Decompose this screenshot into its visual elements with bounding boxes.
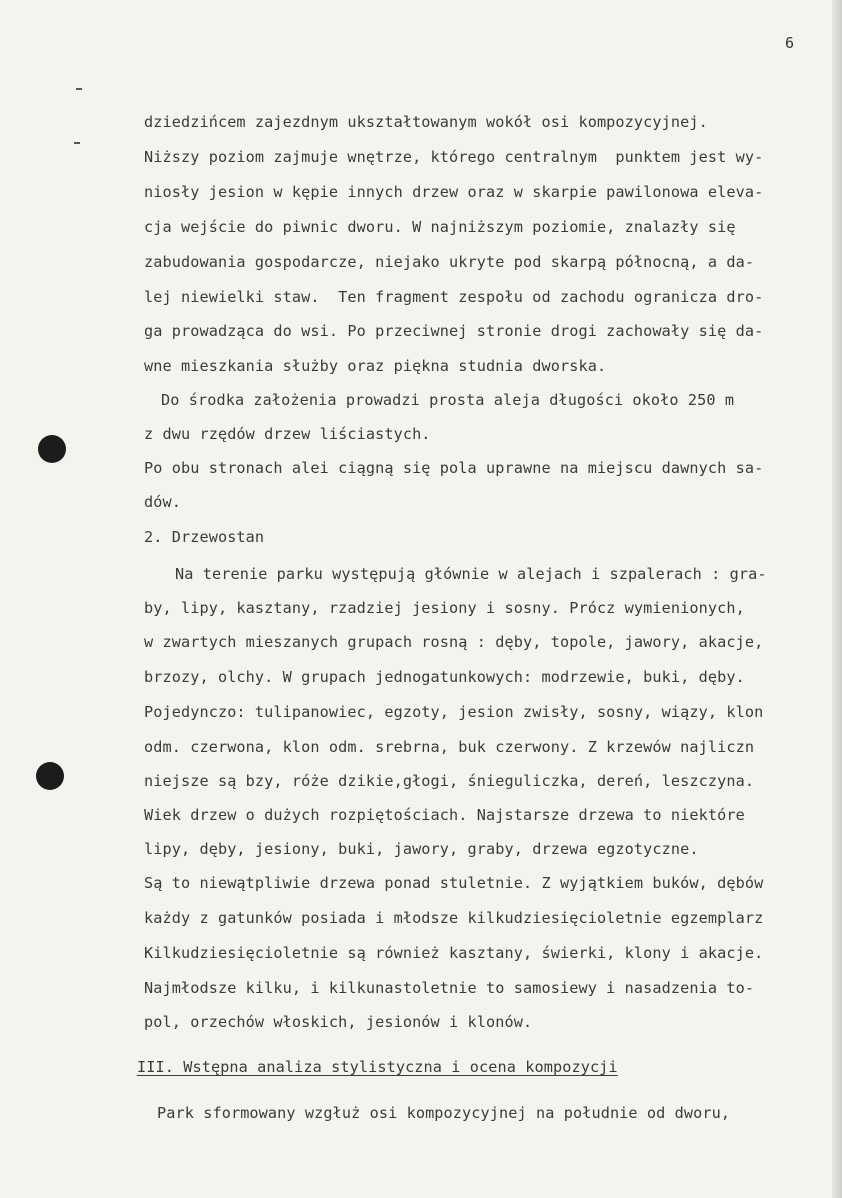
page-edge-shadow <box>832 0 842 1198</box>
text-line: cja wejście do piwnic dworu. W najniższym poziomie, znalazły się <box>144 218 736 236</box>
page-number: 6 <box>785 34 795 52</box>
text-line: niejsze są bzy, róże dzikie,głogi, śnieguliczka, dereń, leszczyna. <box>144 772 755 790</box>
text-line: każdy z gatunków posiada i młodsze kilkudziesięcioletnie egzemplarz <box>144 909 764 927</box>
text-line: Niższy poziom zajmuje wnętrze, którego centralnym punktem jest wy- <box>144 148 764 166</box>
text-line: zabudowania gospodarcze, niejako ukryte pod skarpą północną, a da- <box>144 253 755 271</box>
margin-tick-mark <box>76 88 82 90</box>
text-line: Są to niewątpliwie drzewa ponad stuletnie. Z wyjątkiem buków, dębów <box>144 874 764 892</box>
section-heading: 2. Drzewostan <box>144 528 265 546</box>
text-line: Park sformowany wzgłuż osi kompozycyjnej na południe od dworu, <box>157 1104 731 1122</box>
text-line: Kilkudziesięcioletnie są również kasztany, świerki, klony i akacje. <box>144 944 764 962</box>
text-line: Na terenie parku występują głównie w alejach i szpalerach : gra- <box>175 565 767 583</box>
text-line: dziedzińcem zajezdnym ukształtowanym wokół osi kompozycyjnej. <box>144 113 708 131</box>
text-line: by, lipy, kasztany, rzadziej jesiony i sosny. Prócz wymienionych, <box>144 599 745 617</box>
text-line: lipy, dęby, jesiony, buki, jawory, graby, drzewa egzotyczne. <box>144 840 699 858</box>
margin-tick-mark <box>74 142 80 144</box>
chapter-heading: III. Wstępna analiza stylistyczna i ocena kompozycji <box>137 1058 618 1076</box>
binder-punch-hole <box>38 435 66 463</box>
text-line: Pojedynczo: tulipanowiec, egzoty, jesion zwisły, sosny, wiązy, klon <box>144 703 764 721</box>
text-line: dów. <box>144 493 181 511</box>
text-line: niosły jesion w kępie innych drzew oraz w skarpie pawilonowa eleva- <box>144 183 764 201</box>
binder-punch-hole <box>36 762 64 790</box>
text-line: Wiek drzew o dużych rozpiętościach. Najstarsze drzewa to niektóre <box>144 806 745 824</box>
text-line: Do środka założenia prowadzi prosta aleja długości około 250 m <box>161 391 735 409</box>
text-line: Najmłodsze kilku, i kilkunastoletnie to samosiewy i nasadzenia to- <box>144 979 755 997</box>
text-line: wne mieszkania służby oraz piękna studnia dworska. <box>144 357 607 375</box>
text-line: z dwu rzędów drzew liściastych. <box>144 425 431 443</box>
text-line: ga prowadząca do wsi. Po przeciwnej stronie drogi zachowały się da- <box>144 322 764 340</box>
text-line: brzozy, olchy. W grupach jednogatunkowych: modrzewie, buki, dęby. <box>144 668 745 686</box>
text-line: lej niewielki staw. Ten fragment zespołu od zachodu ogranicza dro- <box>144 288 764 306</box>
text-line: pol, orzechów włoskich, jesionów i klonów. <box>144 1013 533 1031</box>
text-line: Po obu stronach alei ciągną się pola uprawne na miejscu dawnych sa- <box>144 459 764 477</box>
text-line: w zwartych mieszanych grupach rosną : dęby, topole, jawory, akacje, <box>144 633 764 651</box>
text-line: odm. czerwona, klon odm. srebrna, buk czerwony. Z krzewów najliczn <box>144 738 755 756</box>
